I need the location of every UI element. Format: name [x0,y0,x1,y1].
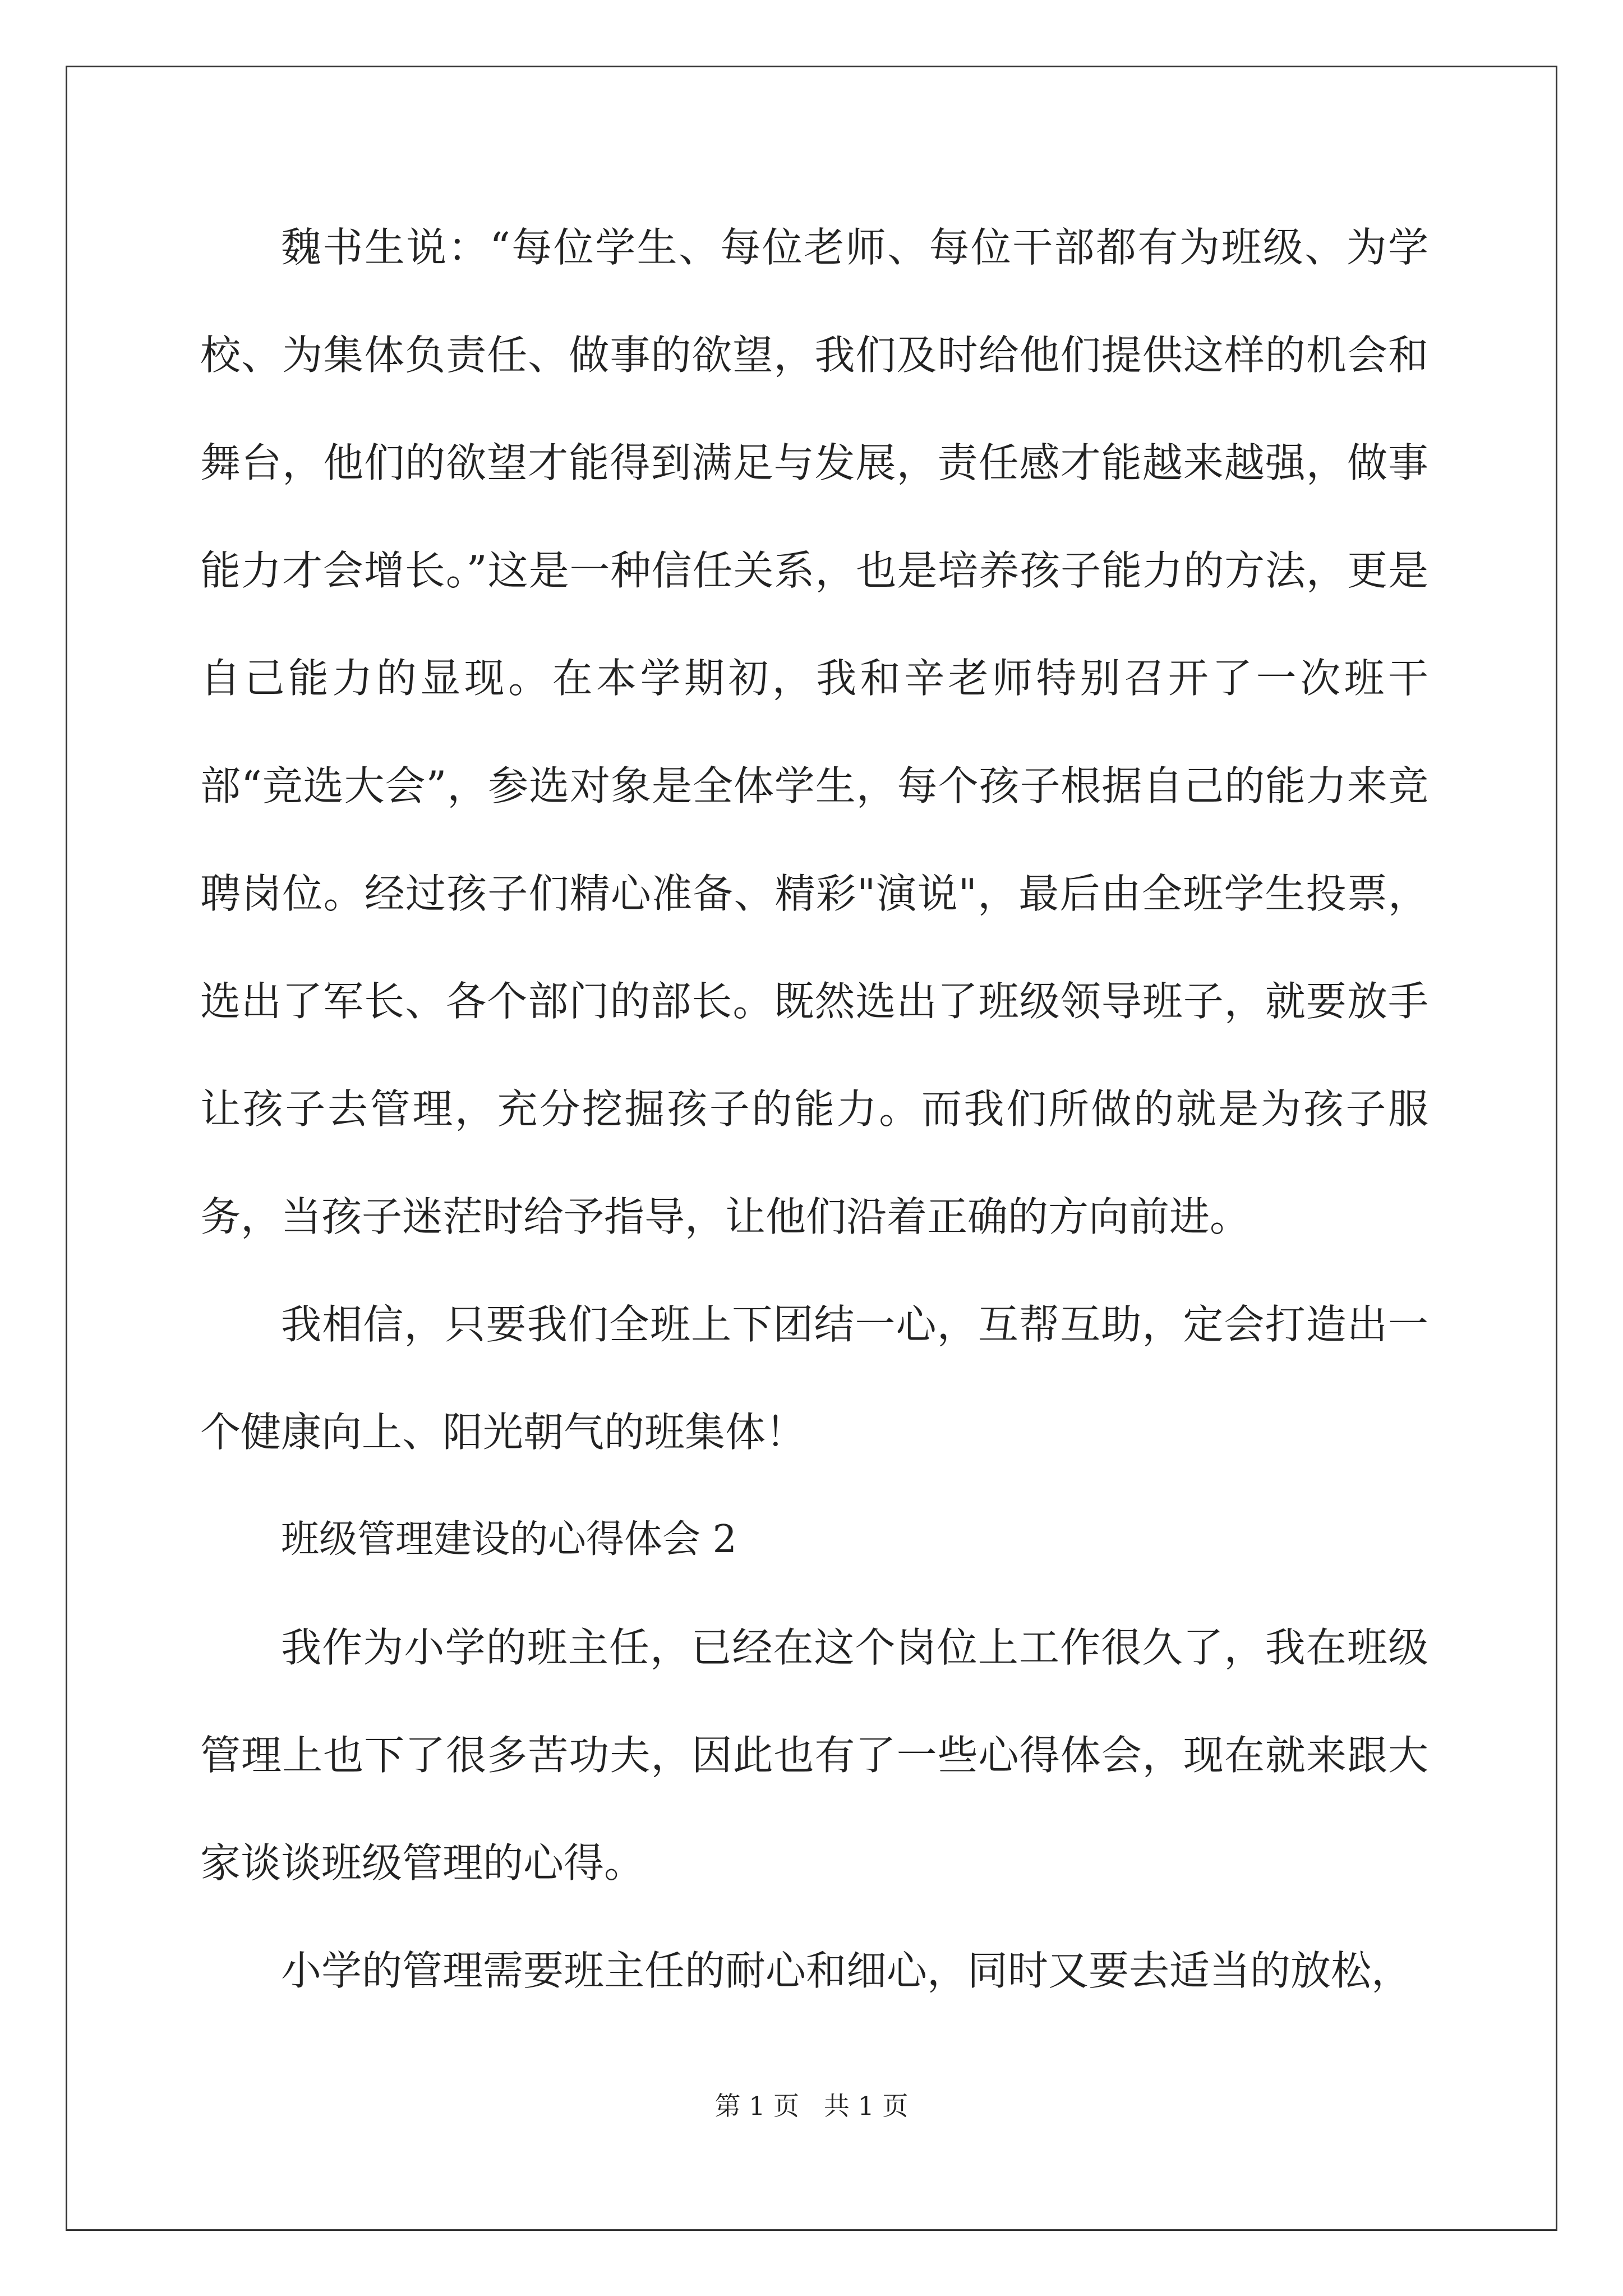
section-paragraph-1: 我作为小学的班主任，已经在这个岗位上工作很久了，我在班级管理上也下了很多苦功夫，因此也有了一些心得体会，现在就来跟大家谈谈班级管理的心得。 [200,1624,1428,1887]
section-heading: 班级管理建设的心得体会 2 [281,1517,737,1562]
page-footer: 第 1 页 共 1 页 [714,2091,909,2121]
section-paragraph-2: 小学的管理需要班主任的耐心和细心，同时又要去适当的放松， [281,1947,1412,1994]
body-paragraph-1: 魏书生说：“每位学生、每位老师、每位干部都有为班级、为学校、为集体负责任、做事的欲望，我们及时给他们提供这样的机会和舞台，他们的欲望才能得到满足与发展，责任感才能越来越强，做事能力才会增长。”这是一种信任关系，也是培养孩子能力的方法，更是自己能力的显现。在本学期初，我和辛老师特别召开了一次班干部“竞选大会”，参选对象是全体学生，每个孩子根据自己的能力来竞聘岗位。经过孩子们精心准备、精彩"演说"，最后由全班学生投票，选出了军长、各个部门的部长。既然选出了班级领导班子，就要放手让孩子去管理，充分挖掘孩子的能力。而我们所做的就是为孩子服务，当孩子迷茫时给予指导，让他们沿着正确的方向前进。 [200,224,1428,1240]
body-paragraph-2: 我相信，只要我们全班上下团结一心，互帮互助，定会打造出一个健康向上、阳光朝气的班集体！ [200,1301,1428,1456]
document-body [200,194,1428,2024]
